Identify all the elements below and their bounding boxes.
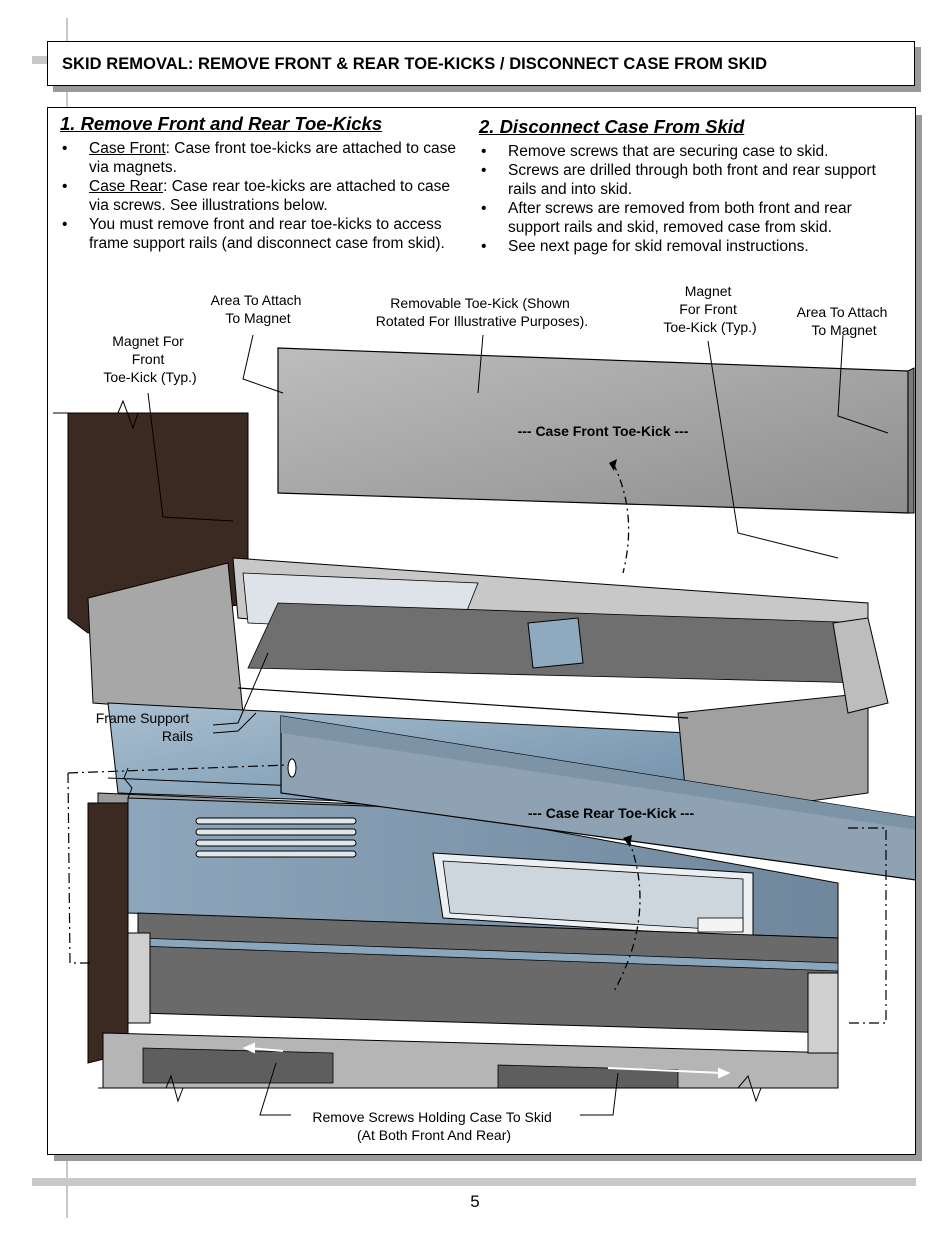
- list-item: • See next page for skid removal instructions.: [479, 237, 904, 256]
- section1-list: [60, 139, 465, 253]
- bullet-text: : Case rear toe-kicks are attached to case via screws. See illustrations below.: [89, 178, 450, 214]
- label-case-rear-toe-kick: --- Case Rear Toe-Kick ---: [527, 805, 695, 821]
- term-case-rear: Case Rear: [89, 178, 164, 195]
- callout-magnet-front-right: Magnet For Front Toe-Kick (Typ.): [663, 283, 757, 335]
- callout-area-attach-left: Area To Attach To Magnet: [210, 292, 302, 326]
- callout-area-attach-right: Area To Attach To Magnet: [796, 304, 888, 338]
- list-item: [60, 139, 465, 177]
- list-item: • Screws are drilled through both front and rear support rails and into skid.: [479, 161, 904, 199]
- section2-heading: 2. Disconnect Case From Skid: [479, 116, 745, 137]
- page-number: 5: [470, 1192, 480, 1211]
- title-box: [47, 41, 915, 86]
- list-item: • After screws are removed from both front and rear support rails and skid, removed case from skid.: [479, 199, 904, 237]
- section1-heading: 1. Remove Front and Rear Toe-Kicks: [60, 113, 383, 134]
- margin-guide-bottom: [32, 1178, 916, 1186]
- bullet-text: : Case front toe-kicks are attached to case via magnets.: [89, 140, 457, 176]
- term-case-front: Case Front: [89, 140, 166, 157]
- page-title: SKID REMOVAL: REMOVE FRONT & REAR TOE-KICKS / DISCONNECT CASE FROM SKID: [62, 55, 768, 73]
- section-disconnect-case: [479, 117, 904, 256]
- section-remove-toe-kicks: [60, 114, 465, 253]
- callout-magnet-front-left: Magnet For Front Toe-Kick (Typ.): [103, 333, 197, 385]
- toe-kick-illustration: [48, 273, 915, 1153]
- list-item: [60, 215, 465, 253]
- label-case-front-toe-kick: --- Case Front Toe-Kick ---: [517, 423, 689, 439]
- list-item: • Remove screws that are securing case to skid.: [479, 142, 904, 161]
- callout-remove-screws: Remove Screws Holding Case To Skid (At Both Front And Rear): [312, 1109, 552, 1143]
- section2-list: [479, 142, 904, 256]
- content-box: [47, 107, 916, 1155]
- callout-frame-support-rails: Frame Support Rails: [95, 710, 193, 744]
- list-item: [60, 177, 465, 215]
- bullet-text: You must remove front and rear toe-kicks to access frame support rails (and disconnect case from skid).: [89, 216, 445, 252]
- callout-removable-toe-kick: Removable Toe-Kick (Shown Rotated For Illustrative Purposes).: [375, 295, 589, 329]
